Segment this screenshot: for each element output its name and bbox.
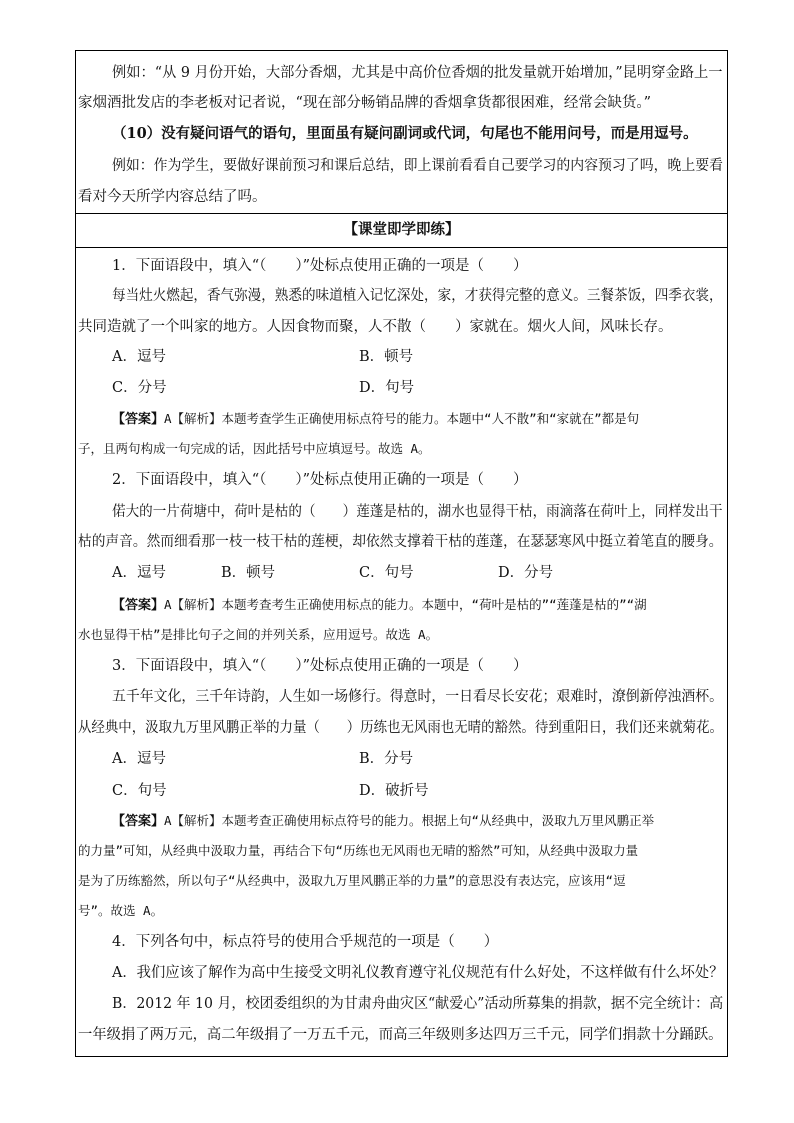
q2-stem: 2．下面语段中，填入“（ ）”处标点使用正确的一项是（ ） (112, 472, 528, 488)
q3-option-c: C．句号 (112, 783, 167, 799)
divider-top (76, 213, 727, 214)
answer-tag: 【答案】 (112, 598, 165, 613)
q3-passage-line-1: 五千年文化，三千年诗韵，人生如一场修行。得意时，一日看尽长安花；艰难时，潦倒新停浊酒杯。 (112, 689, 724, 705)
answer-tag: 【答案】 (112, 412, 165, 427)
answer-text: A【解析】本题考查考生正确使用标点的能力。本题中，“荷叶是枯的”“莲蓬是枯的”“湖 (164, 597, 647, 612)
q2-passage-line-2: 枯的声音。然而细看那一枝一枝干枯的莲梗，却依然支撑着干枯的莲蓬，在瑟瑟寒风中挺立着笔直的腰身。 (78, 534, 723, 550)
q3-answer-line-3: 是为了历练豁然，所以句子“从经典中，汲取九万里风鹏正举的力量”的意思没有表达完，应该用“逗 (78, 873, 626, 888)
q1-option-d: D．句号 (359, 380, 415, 396)
q3-answer-line-1 (112, 813, 654, 830)
divider-section (76, 247, 727, 248)
example-10-line-1: 例如：作为学生，要做好课前预习和课后总结，即上课前看看自己要学习的内容预习了吗，晚上要看 (112, 158, 724, 174)
q4-option-b-line-2: 一年级捐了两万元，高二年级捐了一万五千元，而高三年级则多达四万三千元，同学们捐款十分踊跃。 (78, 1027, 723, 1043)
q3-option-d: D．破折号 (359, 783, 429, 799)
q2-passage-line-1: 偌大的一片荷塘中，荷叶是枯的（ ）莲蓬是枯的，湖水也显得干枯，雨滴落在荷叶上，同样发出干 (112, 504, 723, 520)
example-9-line-2: 家烟酒批发店的李老板对记者说，“现在部分畅销品牌的香烟拿货都很困难，经常会缺货。” (78, 95, 652, 111)
q2-option-b: B．顿号 (221, 565, 276, 581)
q4-option-b-line-1: B．2012 年 10 月，校团委组织的为甘肃舟曲灾区“献爱心”活动所募集的捐款，据不完全统计：高 (112, 996, 724, 1012)
q4-option-a: A．我们应该了解作为高中生接受文明礼仪教育遵守礼仪规范有什么好处，不这样做有什么坏处？ (112, 965, 724, 981)
section-title: 【课堂即学即练】 (343, 221, 460, 238)
q4-stem: 4．下列各句中，标点符号的使用合乎规范的一项是（ ） (112, 934, 499, 950)
example-10-line-2: 看对今天所学内容总结了吗。 (78, 189, 267, 205)
q1-option-b: B．顿号 (359, 349, 414, 365)
q2-option-a: A．逗号 (112, 565, 166, 581)
q1-option-c: C．分号 (112, 380, 167, 396)
q2-answer-line-2: 水也显得干枯”是排比句子之间的并列关系，应用逗号。故选 A。 (78, 627, 439, 642)
q1-passage-line-2: 共同造就了一个叫家的地方。人因食物而聚，人不散（ ）家就在。烟火人间，风味长存。 (78, 319, 673, 335)
q2-answer-line-1 (112, 597, 647, 614)
rule-10: （10）没有疑问语气的语句，里面虽有疑问副词或代词，句尾也不能用问号，而是用逗号。 (112, 125, 698, 142)
q2-option-d: D．分号 (498, 565, 554, 581)
q1-stem: 1．下面语段中，填入“（ ）”处标点使用正确的一项是（ ） (112, 258, 528, 274)
q3-stem: 3．下面语段中，填入“（ ）”处标点使用正确的一项是（ ） (112, 658, 528, 674)
q3-option-b: B．分号 (359, 751, 414, 767)
answer-text: A【解析】本题考查正确使用标点符号的能力。根据上句“从经典中，汲取九万里风鹏正举 (164, 813, 655, 828)
q1-passage-line-1: 每当灶火燃起，香气弥漫，熟悉的味道植入记忆深处，家，才获得完整的意义。三餐茶饭，四季衣裳， (112, 288, 723, 304)
q3-option-a: A．逗号 (112, 751, 166, 767)
example-9-line-1: 例如：“从 9 月份开始，大部分香烟，尤其是中高价位香烟的批发量就开始增加，”昆明穿金路上一 (112, 65, 723, 81)
q2-option-c: C．句号 (359, 565, 414, 581)
q3-passage-line-2: 从经典中，汲取九万里风鹏正举的力量（ ）历练也无风雨也无晴的豁然。待到重阳日，我们还来就菊花。 (78, 720, 723, 736)
answer-tag: 【答案】 (112, 814, 165, 829)
q3-answer-line-2: 的力量”可知，从经典中汲取力量，再结合下句“历练也无风雨也无晴的豁然”可知，从经典中汲取力量 (78, 843, 639, 858)
q3-answer-line-4: 号”。故选 A。 (78, 903, 164, 918)
answer-text: A【解析】本题考查学生正确使用标点符号的能力。本题中“人不散”和“家就在”都是句 (164, 411, 640, 426)
content-table (75, 50, 728, 1057)
q1-answer-line-1 (112, 411, 639, 428)
q1-answer-line-2: 子，且两句构成一句完成的话，因此括号中应填逗号。故选 A。 (78, 441, 431, 456)
q1-option-a: A．逗号 (112, 349, 166, 365)
